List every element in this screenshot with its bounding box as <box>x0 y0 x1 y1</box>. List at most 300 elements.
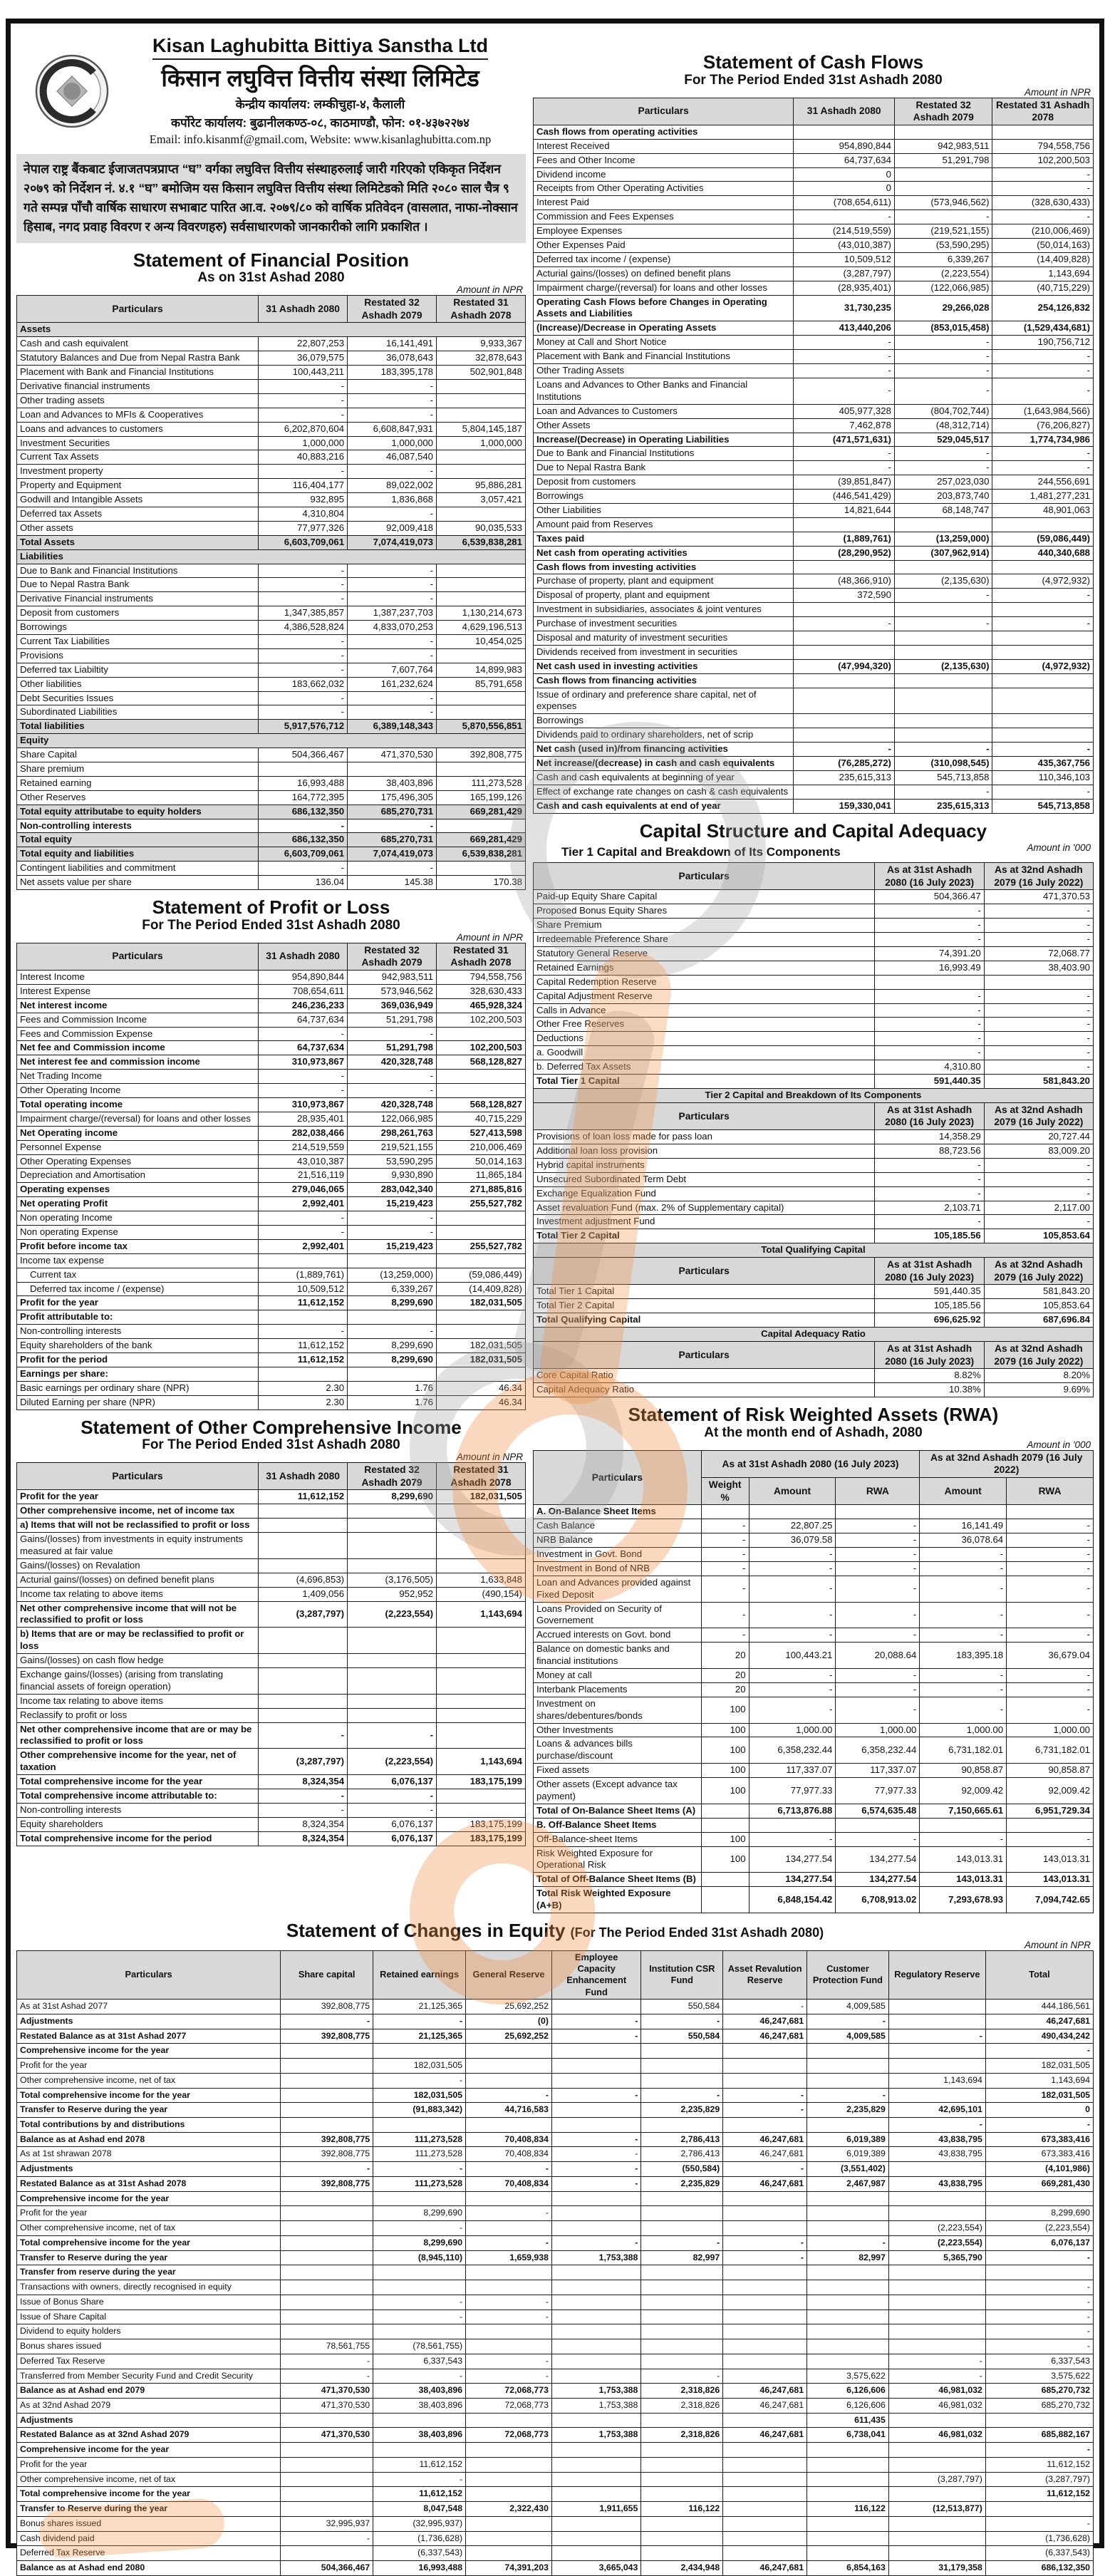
table-row <box>17 1253 526 1268</box>
row-label: Total Risk Weighted Exposure (A+B) <box>533 1887 701 1913</box>
row-label: Net cash used in investing activities <box>533 659 794 673</box>
cell-value: 279,046,065 <box>259 1183 348 1197</box>
cell-value: 203,873,740 <box>894 490 992 504</box>
table-row <box>17 2561 1094 2576</box>
cell-value <box>281 2191 373 2206</box>
table-row <box>533 1313 1093 1328</box>
table-row <box>17 2516 1094 2531</box>
cell-value: 2.30 <box>259 1381 348 1395</box>
cell-value: - <box>551 2088 640 2103</box>
cell-value: - <box>281 2162 373 2177</box>
table-row <box>17 1310 526 1325</box>
cell-value: 3,057,421 <box>437 493 526 507</box>
table-row <box>533 1778 1093 1804</box>
cell-value: 6,339,267 <box>348 1282 437 1296</box>
table-row <box>17 2502 1094 2517</box>
cell-value: 271,885,816 <box>437 1183 526 1197</box>
row-label: Non-controlling interests <box>17 1325 259 1339</box>
cell-value: 686,132,350 <box>259 833 348 847</box>
cell-value: - <box>749 1697 836 1723</box>
cell-value: 50,014,163 <box>437 1154 526 1169</box>
cell-value: - <box>348 1084 437 1098</box>
table-row <box>17 705 526 720</box>
cell-value: (47,994,320) <box>794 659 894 673</box>
cell-value: 38,403,896 <box>373 2384 466 2399</box>
row-label: Income tax relating to above items <box>17 1587 259 1601</box>
cell-value: 2,992,401 <box>259 1239 348 1253</box>
cell-value: 2,235,829 <box>641 2103 723 2118</box>
cell-value: 46,247,681 <box>723 2384 807 2399</box>
cell-value: - <box>348 1325 437 1339</box>
cell-value: (28,935,401) <box>794 281 894 295</box>
cell-value <box>551 2354 640 2369</box>
cf-amount-note: Amount in NPR <box>1024 86 1091 98</box>
row-label: Total comprehensive income for the year <box>17 1775 259 1789</box>
cell-value: 72,068,773 <box>466 2428 552 2443</box>
row-label: Net cash from operating activities <box>533 546 794 560</box>
cell-value <box>807 2073 889 2088</box>
table-row <box>533 321 1093 336</box>
cell-value: 6,539,838,281 <box>437 535 526 549</box>
financial-position-table <box>16 295 526 890</box>
cell-value: 932,895 <box>259 493 348 507</box>
cell-value: 105,185.56 <box>875 1229 984 1243</box>
cell-value: (1,529,434,681) <box>992 321 1094 336</box>
cell-value: - <box>875 1046 984 1060</box>
table-row <box>17 720 526 734</box>
row-label: As at 32nd Ashad 2079 <box>17 2398 281 2413</box>
cell-value: - <box>836 1576 920 1602</box>
cell-value: 46.34 <box>437 1395 526 1409</box>
cell-value <box>992 560 1094 574</box>
cell-value: 6,738,041 <box>807 2428 889 2443</box>
cell-value: (4,696,853) <box>259 1573 348 1587</box>
row-label: Interest Received <box>533 139 794 153</box>
table-row <box>533 517 1093 532</box>
cell-value <box>723 2487 807 2502</box>
column-header: As at 31st Ashadh 2080 (16 July 2023) <box>875 1258 984 1285</box>
cell-value: - <box>701 1628 749 1643</box>
cell-value: - <box>551 2235 640 2250</box>
cell-value <box>992 714 1094 728</box>
cell-value <box>641 2309 723 2324</box>
cell-value: 6,951,729.34 <box>1007 1804 1094 1818</box>
cell-value <box>466 2280 552 2295</box>
cell-value <box>259 762 348 777</box>
cell-value: 100 <box>701 1778 749 1804</box>
cell-value: - <box>920 1628 1007 1643</box>
cell-value: (3,176,505) <box>348 1573 437 1587</box>
table-row <box>17 479 526 493</box>
table-row <box>533 532 1093 546</box>
cell-value <box>807 2265 889 2280</box>
cf-title: Statement of Cash Flows <box>702 51 924 73</box>
table-row <box>533 1215 1093 1229</box>
cell-value: 83,009.20 <box>984 1144 1093 1159</box>
row-label: Fees and Commission Income <box>17 1013 259 1027</box>
cell-value <box>281 2250 373 2265</box>
cell-value: 257,023,030 <box>894 475 992 490</box>
cell-value <box>888 2309 985 2324</box>
cell-value: - <box>888 2029 985 2044</box>
cell-value: 1,753,388 <box>551 2384 640 2399</box>
cell-value <box>807 2044 889 2059</box>
cell-value: 372,590 <box>794 589 894 603</box>
table-row <box>17 2059 1094 2074</box>
tier1-label-row <box>533 844 1094 859</box>
column-header: Amount <box>749 1478 836 1505</box>
cell-value: - <box>992 785 1094 799</box>
cell-value <box>437 762 526 777</box>
cell-value: - <box>894 743 992 757</box>
table-row <box>533 617 1093 631</box>
cell-value: 110,346,103 <box>992 770 1094 785</box>
cell-value: - <box>894 210 992 224</box>
table-row <box>533 1172 1093 1186</box>
rwa-subtitle: At the month end of Ashadh, 2080 <box>704 1424 923 1440</box>
cell-value: 182,031,505 <box>985 2088 1093 2103</box>
row-label: Adjustments <box>17 2014 281 2029</box>
column-header: As at 32nd Ashadh 2079 (16 July 2022) <box>984 863 1093 890</box>
cell-value <box>551 2000 640 2014</box>
cell-value <box>888 2413 985 2428</box>
cell-value: 1,387,237,703 <box>348 606 437 621</box>
row-label: a) Items that will not be reclassified to profit or loss <box>17 1519 259 1533</box>
cell-value: - <box>836 1697 920 1723</box>
cell-value: (40,715,229) <box>992 281 1094 295</box>
table-row <box>17 578 526 592</box>
cell-value <box>437 1722 526 1749</box>
cell-value: 16,141,491 <box>348 337 437 351</box>
table-row <box>17 1950 1094 2000</box>
cell-value: - <box>920 1548 1007 1562</box>
cell-value <box>807 2443 889 2458</box>
table-row <box>533 1832 1093 1846</box>
cell-value: - <box>807 2014 889 2029</box>
table-row <box>533 139 1093 153</box>
cell-value <box>807 2487 889 2502</box>
table-row <box>17 1395 526 1409</box>
row-label: Provisions <box>17 648 259 663</box>
cell-value: - <box>992 447 1094 461</box>
company-name-english: Kisan Laghubitta Bittiya Sanstha Ltd <box>152 35 488 60</box>
cell-value <box>466 2443 552 2458</box>
cell-value: 28,935,401 <box>259 1112 348 1126</box>
table-row <box>533 589 1093 603</box>
table-row <box>17 2309 1094 2324</box>
cell-value: - <box>348 564 437 578</box>
table-row <box>533 574 1093 589</box>
row-label: Due to Bank and Financial Institutions <box>17 564 259 578</box>
cell-value: 77,977,326 <box>259 521 348 535</box>
table-row <box>17 1154 526 1169</box>
cell-value: 5,870,556,851 <box>437 720 526 734</box>
cell-value <box>1007 1818 1094 1832</box>
table-row <box>533 418 1093 433</box>
cash-flows-table <box>533 98 1094 814</box>
row-label: Transferred from Member Security Fund and Credit Security <box>17 2369 281 2384</box>
cell-value: 2,103.71 <box>875 1201 984 1215</box>
cell-value: - <box>875 1186 984 1201</box>
row-label: Borrowings <box>17 621 259 635</box>
table-row <box>533 490 1093 504</box>
cell-value: 182,031,505 <box>373 2088 466 2103</box>
cell-value: 100 <box>701 1697 749 1723</box>
cell-value: 669,281,430 <box>985 2176 1093 2191</box>
cell-value: 183,175,199 <box>437 1775 526 1789</box>
cell-value <box>373 2191 466 2206</box>
cell-value <box>723 2073 807 2088</box>
row-label: Dividends paid to ordinary shareholders, net of scrip <box>533 728 794 743</box>
cell-value: 100 <box>701 1737 749 1764</box>
cell-value: 20,727.44 <box>984 1130 1093 1144</box>
cell-value <box>641 2516 723 2531</box>
column-header: Restated 31 Ashadh 2078 <box>437 1463 526 1490</box>
column-header: Regulatory Reserve <box>888 1950 985 2000</box>
table-row <box>17 2176 1094 2191</box>
cell-value: (1,889,761) <box>259 1268 348 1282</box>
row-label: Purchase of investment securities <box>533 617 794 631</box>
cell-value: - <box>920 1669 1007 1683</box>
cell-value: 283,042,340 <box>348 1183 437 1197</box>
row-label: Purchase of property, plant and equipment <box>533 574 794 589</box>
cell-value <box>551 2280 640 2295</box>
cell-value: 1,836,868 <box>348 493 437 507</box>
column-header: As at 31st Ashadh 2080 (16 July 2023) <box>875 1102 984 1129</box>
cell-value <box>894 714 992 728</box>
table-row <box>17 1504 526 1519</box>
cell-value: 134,277.54 <box>749 1873 836 1887</box>
cell-value: - <box>466 2088 552 2103</box>
cell-value: - <box>985 2295 1093 2309</box>
cell-value: (14,409,828) <box>437 1282 526 1296</box>
cell-value: 38,403,896 <box>373 2398 466 2413</box>
row-label: Total Qualifying Capital <box>533 1243 1093 1258</box>
row-label: Due to Bank and Financial Institutions <box>533 447 794 461</box>
cell-value: 5,804,145,187 <box>437 422 526 436</box>
cell-value: (2,223,554) <box>985 2221 1093 2236</box>
cell-value <box>551 2324 640 2339</box>
cell-value <box>807 2295 889 2309</box>
cell-value <box>894 167 992 182</box>
table-row <box>17 1197 526 1211</box>
cell-value: - <box>807 2088 889 2103</box>
cell-value <box>373 2280 466 2295</box>
column-header: Restated 32 Ashadh 2079 <box>348 943 437 970</box>
cell-value: (53,590,295) <box>894 239 992 253</box>
cell-value: - <box>551 2029 640 2044</box>
row-label: Deposit from customers <box>17 606 259 621</box>
table-row <box>533 1818 1093 1832</box>
cell-value: - <box>985 2443 1093 2458</box>
table-row <box>533 1342 1093 1369</box>
cell-value <box>281 2546 373 2561</box>
cell-value: 21,125,365 <box>373 2029 466 2044</box>
column-header: RWA <box>1007 1478 1094 1505</box>
row-label: Net other comprehensive income that will not be reclassified to profit or loss <box>17 1601 259 1628</box>
cell-value: 219,521,155 <box>348 1140 437 1154</box>
table-row <box>17 1558 526 1573</box>
equity-title-suffix: (For The Period Ended 31st Ashadh 2080) <box>570 1925 824 1940</box>
cell-value <box>888 2280 985 2295</box>
cell-value <box>551 2118 640 2133</box>
cell-value: (13,259,000) <box>894 532 992 546</box>
cell-value: - <box>348 592 437 606</box>
cell-value: 669,281,429 <box>437 805 526 819</box>
table-row <box>17 1041 526 1055</box>
column-header: Retained earnings <box>373 1950 466 2000</box>
cell-value: (214,519,559) <box>794 224 894 239</box>
column-header: Restated 31 Ashadh 2078 <box>437 296 526 323</box>
cell-value <box>723 2457 807 2472</box>
cell-value: 952,952 <box>348 1587 437 1601</box>
row-label: Other liabilities <box>17 677 259 691</box>
cell-value: - <box>723 2000 807 2014</box>
row-label: Investment on shares/debentures/bonds <box>533 1697 701 1723</box>
row-label: Other comprehensive income for the year, net of taxation <box>17 1749 259 1775</box>
table-row <box>17 564 526 578</box>
row-label: Non-controlling interests <box>17 819 259 833</box>
cell-value: 1,000,000 <box>348 436 437 450</box>
cell-value: (573,946,562) <box>894 196 992 210</box>
cell-value <box>794 603 894 617</box>
cell-value: 9.69% <box>984 1383 1093 1397</box>
corporate-office-line: कर्पोरेट कार्यालय: बुढानीलकण्ठ-०८, काठमाण्डौ, फोन: ०१-४३७२२७४ <box>170 116 470 130</box>
table-row <box>17 2162 1094 2177</box>
cell-value: - <box>984 989 1093 1003</box>
cell-value: 8.82% <box>875 1369 984 1383</box>
row-label: Deferred tax Liabiltity <box>17 663 259 677</box>
column-header: Particulars <box>533 863 875 890</box>
row-label: Total Tier 1 Capital <box>533 1075 875 1089</box>
cell-value: 1,000.00 <box>749 1723 836 1737</box>
cell-value <box>437 408 526 422</box>
cell-value: - <box>894 364 992 378</box>
table-row <box>533 1088 1093 1102</box>
row-label: Equity shareholders <box>17 1817 259 1831</box>
cell-value <box>281 2059 373 2074</box>
row-label: Additional loan loss provision <box>533 1144 875 1159</box>
row-label: Adjustments <box>17 2413 281 2428</box>
row-label: Investment in subsidiaries, associates & joint ventures <box>533 603 794 617</box>
cell-value: - <box>749 1548 836 1562</box>
cell-value: - <box>749 1602 836 1628</box>
cell-value: 3,575,622 <box>807 2369 889 2384</box>
cell-value: 25,692,252 <box>466 2029 552 2044</box>
cell-value: - <box>259 592 348 606</box>
cell-value: 794,558,756 <box>992 139 1094 153</box>
cell-value: 46,981,032 <box>888 2384 985 2399</box>
cell-value: - <box>920 1832 1007 1846</box>
row-label: Loans & advances bills purchase/discount <box>533 1737 701 1764</box>
row-label: Deposit from customers <box>533 475 794 490</box>
table-row <box>533 1130 1093 1144</box>
cell-value <box>888 2457 985 2472</box>
cell-value <box>466 2531 552 2546</box>
cell-value: (48,312,714) <box>894 418 992 433</box>
table-row <box>17 2339 1094 2354</box>
cell-value <box>437 648 526 663</box>
cell-value: 21,125,365 <box>373 2000 466 2014</box>
row-label: Restated Balance as at 31st Ashad 2077 <box>17 2029 281 2044</box>
row-label: b. Deferred Tax Assets <box>533 1060 875 1075</box>
row-label: Total of On-Balance Sheet Items (A) <box>533 1804 701 1818</box>
cell-value: 145.38 <box>348 876 437 890</box>
cell-value: - <box>348 408 437 422</box>
cell-value: 90,858.87 <box>1007 1764 1094 1778</box>
cell-value <box>888 2443 985 2458</box>
cell-value <box>807 2309 889 2324</box>
table-row <box>533 975 1093 989</box>
cell-value <box>723 2516 807 2531</box>
table-row <box>17 833 526 847</box>
cell-value: 2,992,401 <box>259 1197 348 1211</box>
company-name-nepali: किसान लघुवित्त वित्तीय संस्था लिमिटेड <box>161 65 479 91</box>
cell-value: 82,997 <box>641 2250 723 2265</box>
row-label: Receipts from Other Operating Activities <box>533 182 794 196</box>
cell-value <box>888 2295 985 2309</box>
cell-value: - <box>1007 1548 1094 1562</box>
cell-value: - <box>985 2280 1093 2295</box>
cell-value <box>794 785 894 799</box>
cell-value: 392,808,775 <box>437 748 526 762</box>
cell-value <box>807 2457 889 2472</box>
right-column <box>533 28 1094 1913</box>
cell-value: - <box>749 1669 836 1683</box>
cell-value: (59,086,449) <box>437 1268 526 1282</box>
table-row <box>17 1817 526 1831</box>
row-label: Operating Cash Flows before Changes in Operating Assets and Liabilities <box>533 295 794 321</box>
cell-value: - <box>984 1003 1093 1018</box>
table-row <box>533 961 1093 975</box>
cell-value: 51,291,798 <box>894 153 992 167</box>
table-row <box>17 734 526 748</box>
row-label: Effect of exchange rate changes on cash & cash equivalents <box>533 785 794 799</box>
cell-value <box>888 2487 985 2502</box>
cell-value <box>723 2309 807 2324</box>
cell-value <box>894 560 992 574</box>
cell-value: 143,013.31 <box>920 1846 1007 1873</box>
row-label: Godwill and Intangible Assets <box>17 493 259 507</box>
cell-value <box>437 1253 526 1268</box>
cell-value <box>348 1504 437 1519</box>
cell-value: - <box>281 2369 373 2384</box>
row-label: Other Operating Expenses <box>17 1154 259 1169</box>
cell-value: 77,977.33 <box>836 1778 920 1804</box>
row-label: Operating expenses <box>17 1183 259 1197</box>
column-header: Restated 32 Ashadh 2079 <box>348 296 437 323</box>
cell-value <box>466 2546 552 2561</box>
cell-value <box>888 2162 985 2177</box>
cell-value <box>466 2265 552 2280</box>
cell-value: - <box>1007 1576 1094 1602</box>
cell-value: (32,995,937) <box>373 2516 466 2531</box>
cell-value <box>888 2265 985 2280</box>
row-label: Total equity attributabe to equity holders <box>17 805 259 819</box>
cell-value: 46,247,681 <box>723 2428 807 2443</box>
cell-value <box>466 2339 552 2354</box>
row-label: Other Investments <box>533 1723 701 1737</box>
cell-value: 11,612,152 <box>985 2457 1093 2472</box>
cell-value: 1,000,000 <box>259 436 348 450</box>
cell-value: 504,366.47 <box>875 890 984 904</box>
row-label: Interest Income <box>17 970 259 984</box>
row-label: Deferred tax income / (expense) <box>17 1282 259 1296</box>
cell-value: - <box>985 2516 1093 2531</box>
table-row <box>17 535 526 549</box>
table-row <box>533 1328 1093 1342</box>
cell-value: 16,993,488 <box>259 776 348 790</box>
